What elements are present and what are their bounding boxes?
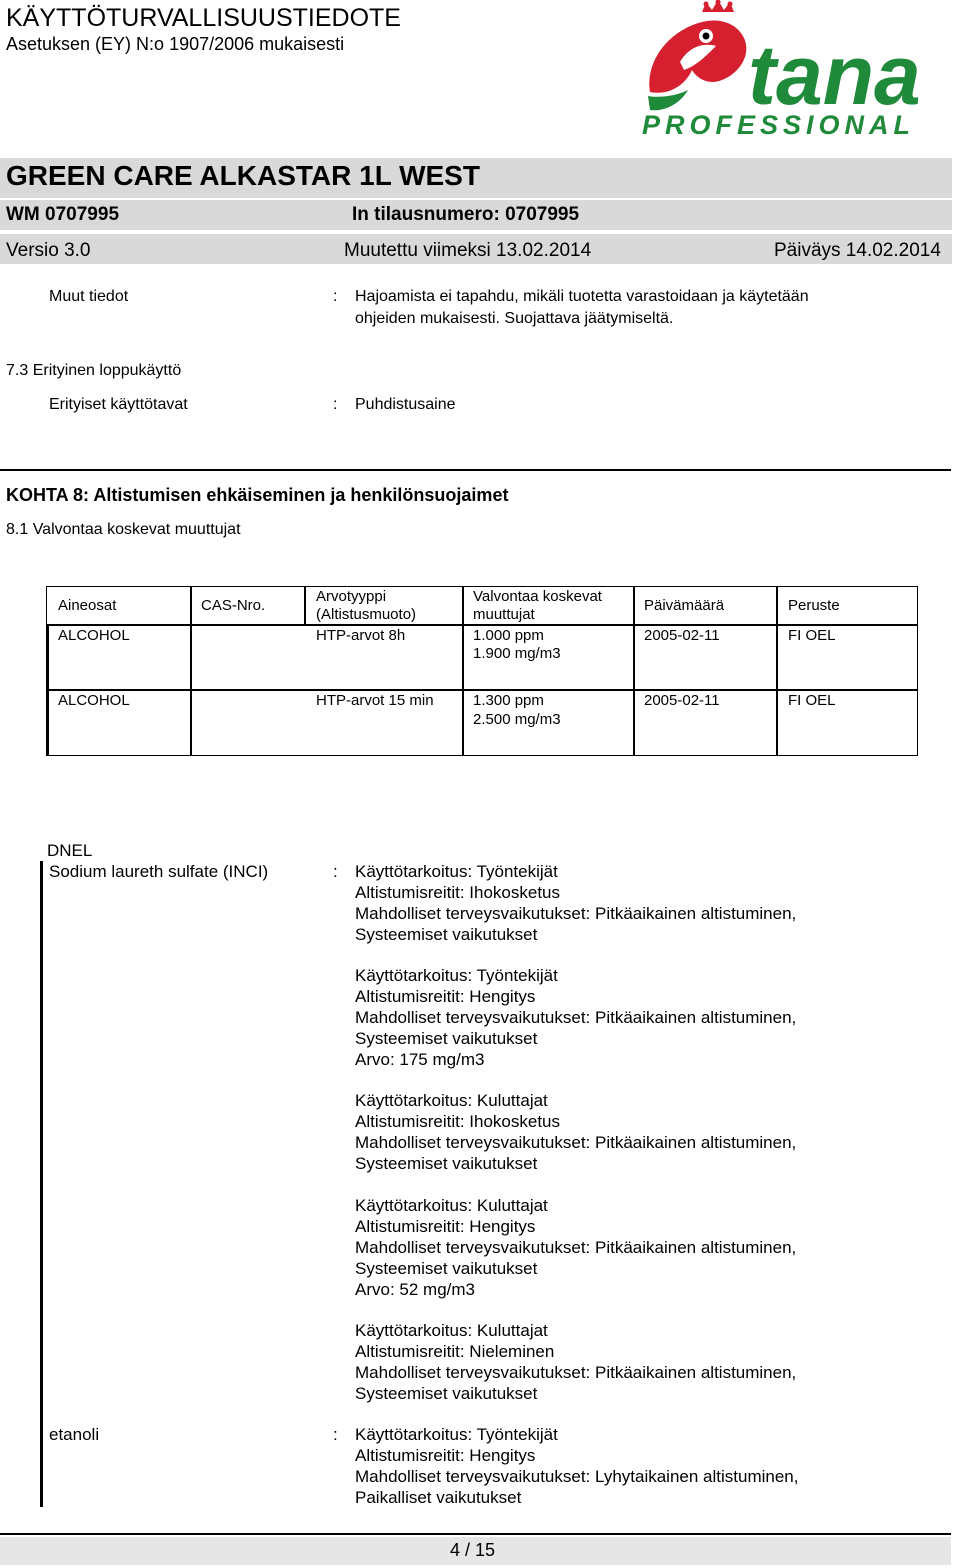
dnel-entry-line: Mahdolliset terveysvaikutukset: Pitkäaikainen altistuminen,	[355, 1363, 797, 1382]
table-cell-value: 1.900 mg/m3	[473, 645, 561, 662]
table-cell-type: HTP-arvot 15 min	[316, 692, 434, 709]
table-cell-date: 2005-02-11	[644, 692, 720, 709]
dnel-entry-line: Systeemiset vaikutukset	[355, 925, 538, 944]
page-number: 4 / 15	[450, 1540, 496, 1560]
table-cell-value: 2.500 mg/m3	[473, 711, 561, 728]
product-name: GREEN CARE ALKASTAR 1L WEST	[6, 160, 480, 191]
dnel-substance-name: etanoli	[49, 1425, 100, 1444]
dnel-entry-line: Altistumisreitit: Hengitys	[355, 1217, 536, 1236]
dnel-entry-line: Paikalliset vaikutukset	[355, 1488, 522, 1507]
specific-uses-value: Puhdistusaine	[355, 396, 456, 413]
footer-divider	[0, 1533, 951, 1535]
table-cell-component: ALCOHOL	[58, 627, 130, 644]
logo-tagline: PROFESSIONAL	[642, 110, 916, 140]
table-cell-value: 1.000 ppm	[473, 627, 544, 644]
document-title: KÄYTTÖTURVALLISUUSTIEDOTE	[6, 4, 401, 32]
dnel-side-bar	[40, 861, 43, 1507]
dnel-entry-line: Käyttötarkoitus: Työntekijät	[355, 1425, 558, 1444]
table-cell-date: 2005-02-11	[644, 627, 720, 644]
other-info-line1: Hajoamista ei tapahdu, mikäli tuotetta varastoidaan ja käytetään	[355, 288, 809, 305]
logo-brand-text: tana	[748, 28, 921, 122]
version: Versio 3.0	[6, 240, 91, 261]
dnel-entry-line: Arvo: 52 mg/m3	[355, 1280, 475, 1299]
other-info-line2: ohjeiden mukaisesti. Suojattava jäätymiseltä.	[355, 310, 674, 327]
dnel-entry-line: Systeemiset vaikutukset	[355, 1259, 538, 1278]
table-left-bar	[46, 625, 49, 756]
table-row-rule	[46, 689, 918, 691]
dnel-entry-line: Mahdolliset terveysvaikutukset: Pitkäaikainen altistuminen,	[355, 1008, 797, 1027]
dnel-entry-line: Käyttötarkoitus: Työntekijät	[355, 862, 558, 881]
dnel-entry-line: Käyttötarkoitus: Työntekijät	[355, 966, 558, 985]
table-cell-basis: FI OEL	[788, 692, 836, 709]
dnel-colon: :	[333, 862, 338, 881]
dnel-entry-line: Systeemiset vaikutukset	[355, 1154, 538, 1173]
dnel-entry-line: Mahdolliset terveysvaikutukset: Pitkäaikainen altistuminen,	[355, 1238, 797, 1257]
dnel-entry-line: Käyttötarkoitus: Kuluttajat	[355, 1196, 548, 1215]
table-cell-component: ALCOHOL	[58, 692, 130, 709]
table-col-rule	[776, 586, 778, 756]
dnel-entry-line: Mahdolliset terveysvaikutukset: Pitkäaikainen altistuminen,	[355, 1133, 797, 1152]
table-cell-value: 1.300 ppm	[473, 692, 544, 709]
issue-date: Päiväys 14.02.2014	[774, 240, 941, 261]
section-divider	[0, 469, 951, 471]
col-header-date: Päivämäärä	[644, 597, 725, 614]
col-header-value-type-2: (Altistusmuoto)	[316, 606, 417, 623]
col-header-control-2: muuttujat	[473, 606, 535, 623]
dnel-heading: DNEL	[47, 841, 93, 860]
col-header-components: Aineosat	[58, 597, 117, 614]
dnel-entry-line: Käyttötarkoitus: Kuluttajat	[355, 1091, 548, 1110]
dnel-entry-line: Altistumisreitit: Nieleminen	[355, 1342, 555, 1361]
table-col-rule	[462, 586, 464, 756]
table-col-rule	[633, 586, 635, 756]
col-header-control-1: Valvontaa koskevat	[473, 588, 602, 605]
dnel-entry-line: Altistumisreitit: Ihokosketus	[355, 1112, 561, 1131]
dnel-entry-line: Mahdolliset terveysvaikutukset: Pitkäaikainen altistuminen,	[355, 904, 797, 923]
dnel-entry-line: Mahdolliset terveysvaikutukset: Lyhytaikainen altistuminen,	[355, 1467, 799, 1486]
tana-professional-logo	[640, 0, 950, 140]
col-header-basis: Peruste	[788, 597, 840, 614]
dnel-entry-line: Arvo: 175 mg/m3	[355, 1050, 485, 1069]
dnel-entry-line: Altistumisreitit: Hengitys	[355, 1446, 536, 1465]
dnel-entry-line: Altistumisreitit: Hengitys	[355, 987, 536, 1006]
modified-date: Muutettu viimeksi 13.02.2014	[344, 240, 592, 261]
dnel-substance-name: Sodium laureth sulfate (INCI)	[49, 862, 269, 881]
specific-uses-label: Erityiset käyttötavat	[49, 396, 188, 413]
col-header-cas: CAS-Nro.	[201, 597, 266, 614]
other-info-label: Muut tiedot	[49, 288, 129, 305]
specific-uses-colon: :	[333, 396, 338, 413]
table-header-rule	[46, 624, 918, 626]
table-col-rule	[190, 586, 192, 756]
section-8-title: KOHTA 8: Altistumisen ehkäiseminen ja henkilönsuojaimet	[6, 485, 509, 505]
section-8-1-heading: 8.1 Valvontaa koskevat muuttujat	[6, 521, 241, 538]
dnel-entry-line: Systeemiset vaikutukset	[355, 1384, 538, 1403]
dnel-colon: :	[333, 1425, 338, 1444]
table-cell-basis: FI OEL	[788, 627, 836, 644]
other-info-colon: :	[333, 288, 338, 305]
table-col-rule	[304, 586, 306, 626]
col-header-value-type-1: Arvotyyppi	[316, 588, 387, 605]
dnel-entry-line: Käyttötarkoitus: Kuluttajat	[355, 1321, 548, 1340]
section-7-3-heading: 7.3 Erityinen loppukäyttö	[6, 362, 182, 379]
wm-code: WM 0707995	[6, 204, 120, 225]
dnel-entry-line: Systeemiset vaikutukset	[355, 1029, 538, 1048]
dnel-entry-line: Altistumisreitit: Ihokosketus	[355, 883, 561, 902]
table-cell-type: HTP-arvot 8h	[316, 627, 406, 644]
order-number: In tilausnumero: 0707995	[352, 204, 580, 225]
document-subtitle: Asetuksen (EY) N:o 1907/2006 mukaisesti	[6, 34, 345, 54]
